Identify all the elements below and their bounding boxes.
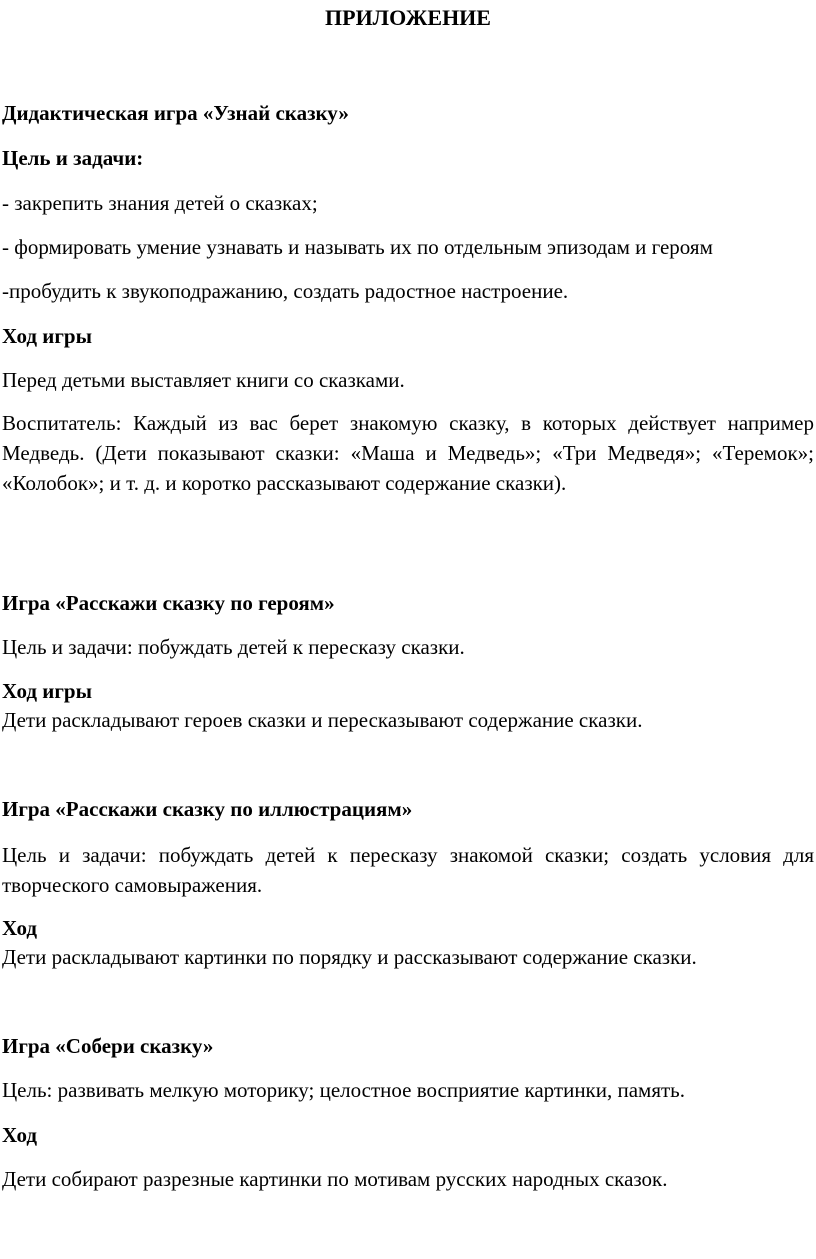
game1-heading: Дидактическая игра «Узнай сказку»	[2, 101, 349, 125]
game1-goal-label: Цель и задачи:	[2, 146, 144, 170]
game1-process-intro: Перед детьми выставляет книги со сказками.	[2, 368, 405, 392]
game3-goal: Цель и задачи: побуждать детей к пересказу знакомой сказки; создать условия для творческого самовыражения.	[2, 843, 814, 897]
game2-goal: Цель и задачи: побуждать детей к пересказу сказки.	[2, 635, 465, 659]
game1-goal-item: -пробудить к звукоподражанию, создать радостное настроение.	[2, 279, 569, 303]
game2-heading: Игра «Расскажи сказку по героям»	[2, 591, 335, 615]
game3-process-label: Ход	[2, 916, 38, 940]
game3-heading: Игра «Расскажи сказку по иллюстрациям»	[2, 797, 413, 821]
game4-process-label: Ход	[2, 1123, 38, 1147]
page-title: ПРИЛОЖЕНИЕ	[325, 5, 491, 30]
game4-process-text: Дети собирают разрезные картинки по мотивам русских народных сказок.	[2, 1167, 668, 1191]
game2-process-text: Дети раскладывают героев сказки и пересказывают содержание сказки.	[2, 708, 643, 732]
game1-process-label: Ход игры	[2, 324, 92, 348]
game1-goal-item: - формировать умение узнавать и называть их по отдельным эпизодам и героям	[2, 235, 713, 259]
game4-heading: Игра «Собери сказку»	[2, 1034, 214, 1058]
game3-process-text: Дети раскладывают картинки по порядку и рассказывают содержание сказки.	[2, 945, 697, 969]
game1-goal-item: - закрепить знания детей о сказках;	[2, 191, 318, 215]
game1-process-text: Воспитатель: Каждый из вас берет знакомую сказку, в которых действует например Медведь. (Дети показывают сказки: «Маша и Медведь»; «Три Медведя»; «Теремок»; «Колобок»; и т. д. и коротко рассказывают содержание сказки).	[2, 411, 814, 495]
game4-goal: Цель: развивать мелкую моторику; целостное восприятие картинки, память.	[2, 1078, 686, 1102]
game2-process-label: Ход игры	[2, 679, 92, 703]
